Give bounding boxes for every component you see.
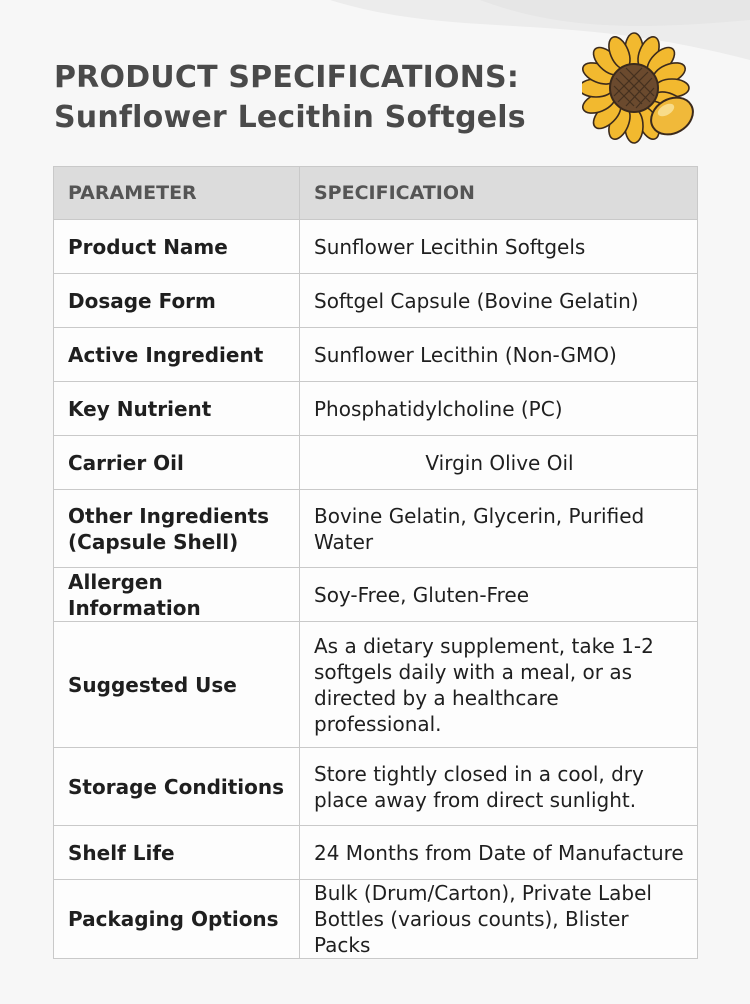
row-specification: Bovine Gelatin, Glycerin, Purified Water	[300, 490, 698, 568]
table-row	[54, 220, 698, 274]
table-row	[54, 826, 698, 880]
row-parameter: Dosage Form	[54, 274, 300, 328]
table-header-row	[54, 167, 698, 220]
row-parameter: Storage Conditions	[54, 748, 300, 826]
row-specification: Store tightly closed in a cool, dry place away from direct sunlight.	[300, 748, 698, 826]
page-title	[54, 58, 526, 138]
row-parameter: Carrier Oil	[54, 436, 300, 490]
row-specification: Sunflower Lecithin Softgels	[300, 220, 698, 274]
table-row	[54, 490, 698, 568]
table-row	[54, 568, 698, 622]
row-parameter: Product Name	[54, 220, 300, 274]
table-row	[54, 880, 698, 959]
row-specification: Softgel Capsule (Bovine Gelatin)	[300, 274, 698, 328]
row-specification: Sunflower Lecithin (Non-GMO)	[300, 328, 698, 382]
table-row	[54, 436, 698, 490]
header-parameter: PARAMETER	[54, 167, 300, 220]
page-title-line2: Sunflower Lecithin Softgels	[54, 100, 526, 135]
row-specification: Phosphatidylcholine (PC)	[300, 382, 698, 436]
row-specification: Soy-Free, Gluten-Free	[300, 568, 698, 622]
row-specification: Virgin Olive Oil	[300, 436, 698, 490]
header-specification: SPECIFICATION	[300, 167, 698, 220]
row-specification: As a dietary supplement, take 1-2 softgels daily with a meal, or as directed by a healthcare professional.	[300, 622, 698, 748]
page-title-line1: PRODUCT SPECIFICATIONS:	[54, 60, 520, 95]
row-parameter: Allergen Information	[54, 568, 300, 622]
row-specification: Bulk (Drum/Carton), Private Label Bottles (various counts), Blister Packs	[300, 880, 698, 959]
row-specification: 24 Months from Date of Manufacture	[300, 826, 698, 880]
row-parameter: Shelf Life	[54, 826, 300, 880]
table-row	[54, 328, 698, 382]
table-row	[54, 274, 698, 328]
row-parameter: Key Nutrient	[54, 382, 300, 436]
table-row	[54, 622, 698, 748]
row-parameter: Active Ingredient	[54, 328, 300, 382]
table-row	[54, 382, 698, 436]
table-row	[54, 748, 698, 826]
row-parameter: Suggested Use	[54, 622, 300, 748]
sunflower-with-softgel-icon	[582, 30, 702, 146]
specifications-table	[53, 166, 698, 959]
row-parameter: Packaging Options	[54, 880, 300, 959]
row-parameter: Other Ingredients (Capsule Shell)	[54, 490, 300, 568]
